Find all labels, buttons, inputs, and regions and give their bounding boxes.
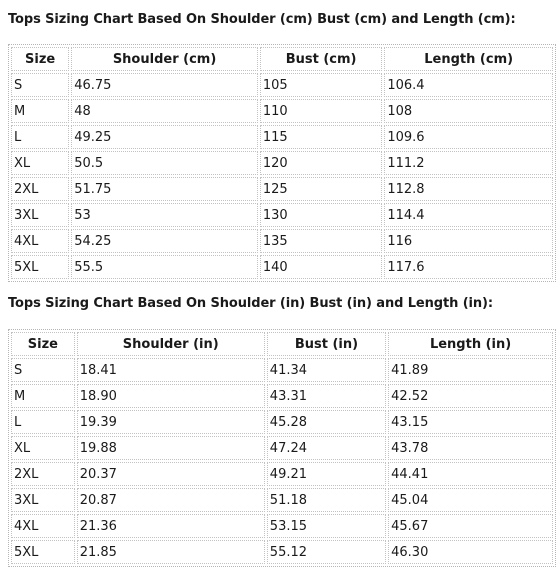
in-header-shoulder: Shoulder (in) (77, 332, 265, 356)
table-row (11, 384, 553, 408)
bust-cell: 125 (260, 177, 382, 201)
shoulder-cell: 54.25 (71, 229, 258, 253)
length-cell: 114.4 (384, 203, 553, 227)
bust-cell: 120 (260, 151, 382, 175)
table-row (11, 229, 553, 253)
table-row (11, 488, 553, 512)
cm-size-table (8, 44, 556, 282)
size-cell: S (11, 73, 69, 97)
bust-cell: 49.21 (267, 462, 386, 486)
cm-header-bust: Bust (cm) (260, 47, 382, 71)
in-header-bust: Bust (in) (267, 332, 386, 356)
in-header-row (11, 332, 553, 356)
shoulder-cell: 51.75 (71, 177, 258, 201)
table-row (11, 358, 553, 382)
table-row (11, 540, 553, 564)
table-row (11, 177, 553, 201)
shoulder-cell: 19.88 (77, 436, 265, 460)
size-cell: L (11, 125, 69, 149)
size-cell: 2XL (11, 177, 69, 201)
size-cell: 4XL (11, 514, 75, 538)
shoulder-cell: 20.37 (77, 462, 265, 486)
shoulder-cell: 19.39 (77, 410, 265, 434)
in-size-table (8, 329, 556, 567)
length-cell: 41.89 (388, 358, 553, 382)
table-row (11, 462, 553, 486)
size-cell: L (11, 410, 75, 434)
table-row (11, 436, 553, 460)
size-cell: XL (11, 436, 75, 460)
length-cell: 108 (384, 99, 553, 123)
cm-header-size: Size (11, 47, 69, 71)
size-cell: 4XL (11, 229, 69, 253)
table-row (11, 255, 553, 279)
bust-cell: 51.18 (267, 488, 386, 512)
cm-header-shoulder: Shoulder (cm) (71, 47, 258, 71)
length-cell: 112.8 (384, 177, 553, 201)
length-cell: 45.67 (388, 514, 553, 538)
table-row (11, 151, 553, 175)
shoulder-cell: 18.41 (77, 358, 265, 382)
cm-header-row (11, 47, 553, 71)
size-cell: 3XL (11, 203, 69, 227)
table-row (11, 125, 553, 149)
shoulder-cell: 48 (71, 99, 258, 123)
table-row (11, 73, 553, 97)
length-cell: 42.52 (388, 384, 553, 408)
size-cell: 2XL (11, 462, 75, 486)
length-cell: 43.15 (388, 410, 553, 434)
size-cell: M (11, 99, 69, 123)
bust-cell: 47.24 (267, 436, 386, 460)
length-cell: 116 (384, 229, 553, 253)
size-cell: 5XL (11, 255, 69, 279)
bust-cell: 115 (260, 125, 382, 149)
length-cell: 45.04 (388, 488, 553, 512)
length-cell: 117.6 (384, 255, 553, 279)
length-cell: 111.2 (384, 151, 553, 175)
in-header-length: Length (in) (388, 332, 553, 356)
table-row (11, 203, 553, 227)
table-row (11, 99, 553, 123)
shoulder-cell: 18.90 (77, 384, 265, 408)
size-cell: XL (11, 151, 69, 175)
shoulder-cell: 21.36 (77, 514, 265, 538)
length-cell: 44.41 (388, 462, 553, 486)
bust-cell: 45.28 (267, 410, 386, 434)
bust-cell: 135 (260, 229, 382, 253)
length-cell: 106.4 (384, 73, 553, 97)
bust-cell: 110 (260, 99, 382, 123)
table-row (11, 514, 553, 538)
shoulder-cell: 46.75 (71, 73, 258, 97)
bust-cell: 41.34 (267, 358, 386, 382)
bust-cell: 105 (260, 73, 382, 97)
shoulder-cell: 55.5 (71, 255, 258, 279)
size-cell: M (11, 384, 75, 408)
length-cell: 109.6 (384, 125, 553, 149)
shoulder-cell: 50.5 (71, 151, 258, 175)
cm-header-length: Length (cm) (384, 47, 553, 71)
bust-cell: 53.15 (267, 514, 386, 538)
length-cell: 43.78 (388, 436, 553, 460)
in-header-size: Size (11, 332, 75, 356)
shoulder-cell: 21.85 (77, 540, 265, 564)
cm-chart-title: Tops Sizing Chart Based On Shoulder (cm) Bust (cm) and Length (cm): (8, 12, 516, 27)
bust-cell: 55.12 (267, 540, 386, 564)
shoulder-cell: 49.25 (71, 125, 258, 149)
bust-cell: 43.31 (267, 384, 386, 408)
bust-cell: 140 (260, 255, 382, 279)
bust-cell: 130 (260, 203, 382, 227)
table-row (11, 410, 553, 434)
shoulder-cell: 53 (71, 203, 258, 227)
shoulder-cell: 20.87 (77, 488, 265, 512)
length-cell: 46.30 (388, 540, 553, 564)
size-cell: 5XL (11, 540, 75, 564)
in-chart-title: Tops Sizing Chart Based On Shoulder (in) Bust (in) and Length (in): (8, 296, 493, 311)
size-cell: 3XL (11, 488, 75, 512)
size-cell: S (11, 358, 75, 382)
